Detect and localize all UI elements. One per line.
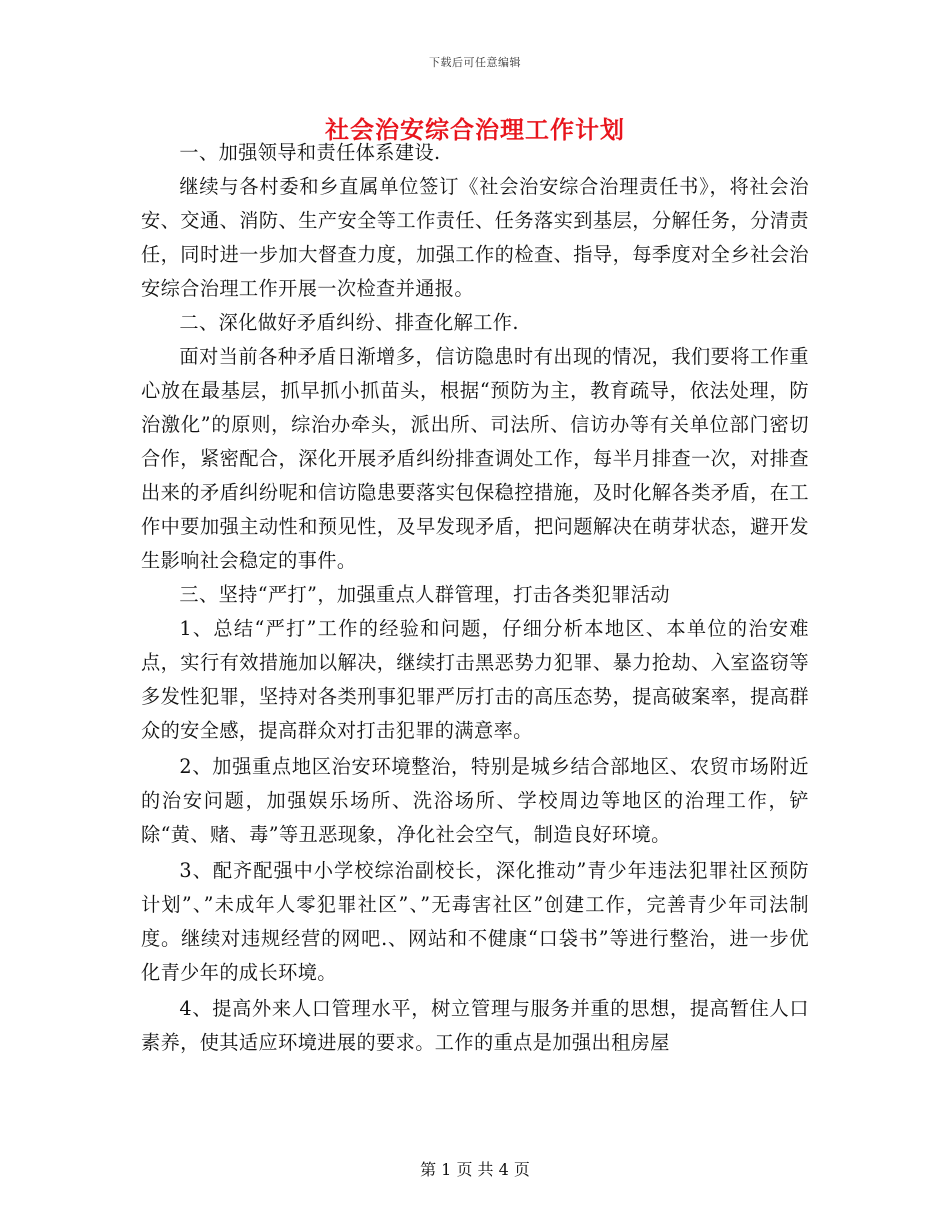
document-title: 社会治安综合治理工作计划 — [325, 115, 625, 144]
body-paragraph-3-item-3: 3、配齐配强中小学校综治副校长，深化推动”青少年违法犯罪社区预防计划”、”未成年人零犯罪社区”、”无毒害社区”创建工作，完善青少年司法制度。继续对违规经营的网吧.、网站和不健康“口袋书”等进行整治，进一步优化青少年的成长环境。 — [141, 859, 809, 984]
page-number: 第 1 页 共 4 页 — [420, 1160, 530, 1179]
body-paragraph-1: 继续与各村委和乡直属单位签订《社会治安综合治理责任书》，将社会治安、交通、消防、生产安全等工作责任、任务落实到基层，分解任务，分清责任，同时进一步加大督查力度，加强工作的检查、指导，每季度对全乡社会治安综合治理工作开展一次检查并通报。 — [141, 175, 809, 300]
body-paragraph-2: 面对当前各种矛盾日渐增多，信访隐患时有出现的情况，我们要将工作重心放在最基层，抓早抓小抓苗头，根据“预防为主，教育疏导，依法处理，防治激化”的原则，综治办牵头，派出所、司法所、信访办等有关单位部门密切合作，紧密配合，深化开展矛盾纠纷排查调处工作，每半月排查一次，对排查出来的矛盾纠纷呢和信访隐患要落实包保稳控措施，及时化解各类矛盾，在工作中要加强主动性和预见性，及早发现矛盾，把问题解决在萌芽状态，避开发生影响社会稳定的事件。 — [141, 345, 809, 572]
section-heading-2: 二、深化做好矛盾纠纷、排查化解工作. — [179, 311, 519, 334]
page-header-note: 下载后可任意编辑 — [429, 56, 521, 69]
section-heading-3: 三、坚持“严打”，加强重点人群管理，打击各类犯罪活动 — [179, 583, 670, 606]
body-paragraph-3-item-1: 1、总结“严打”工作的经验和问题，仔细分析本地区、本单位的治安难点，实行有效措施加以解决，继续打击黑恶势力犯罪、暴力抢劫、入室盗窃等多发性犯罪，坚持对各类刑事犯罪严厉打击的高压态势，提高破案率，提高群众的安全感，提高群众对打击犯罪的满意率。 — [141, 617, 809, 742]
section-heading-1: 一、加强领导和责任体系建设. — [179, 141, 441, 164]
body-paragraph-3-item-2: 2、加强重点地区治安环境整治，特别是城乡结合部地区、农贸市场附近的治安问题，加强娱乐场所、洗浴场所、学校周边等地区的治理工作，铲除“黄、赌、毒”等丑恶现象，净化社会空气，制造良好环境。 — [141, 755, 809, 846]
document-body — [141, 136, 809, 1060]
body-paragraph-3-item-4: 4、提高外来人口管理水平，树立管理与服务并重的思想，提高暂住人口素养，使其适应环境进展的要求。工作的重点是加强出租房屋 — [141, 997, 809, 1054]
